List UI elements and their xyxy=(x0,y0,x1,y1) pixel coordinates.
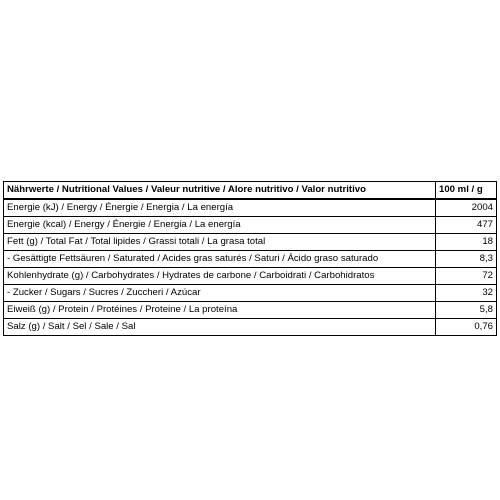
nutrition-table-container xyxy=(3,181,496,336)
nutrient-name: Fett (g) / Total Fat / Total lipides / Grassi totali / La grasa total xyxy=(4,234,436,251)
table-row xyxy=(4,285,497,302)
table-row xyxy=(4,268,497,285)
table-header-row xyxy=(4,182,497,200)
column-header-nutrient: Nährwerte / Nutritional Values / Valeur nutritive / Alore nutritivo / Valor nutritivo xyxy=(4,182,436,200)
nutrient-name: Eiweiß (g) / Protein / Protéines / Proteine / La proteína xyxy=(4,302,436,319)
table-row xyxy=(4,302,497,319)
nutrient-value: 32 xyxy=(436,285,497,302)
column-header-amount: 100 ml / g xyxy=(436,182,497,200)
table-row xyxy=(4,319,497,336)
nutrient-value: 72 xyxy=(436,268,497,285)
table-row xyxy=(4,199,497,217)
nutrient-value: 5,8 xyxy=(436,302,497,319)
nutrition-table xyxy=(3,181,497,336)
nutrient-value: 18 xyxy=(436,234,497,251)
nutrient-name: - Gesättigte Fettsäuren / Saturated / Acides gras saturés / Saturi / Ácido graso saturado xyxy=(4,251,436,268)
table-row xyxy=(4,234,497,251)
nutrient-value: 477 xyxy=(436,217,497,234)
nutrient-value: 2004 xyxy=(436,199,497,217)
nutrient-value: 0,76 xyxy=(436,319,497,336)
nutrient-value: 8,3 xyxy=(436,251,497,268)
nutrient-name: Kohlenhydrate (g) / Carbohydrates / Hydrates de carbone / Carboidrati / Carbohidratos xyxy=(4,268,436,285)
table-row xyxy=(4,217,497,234)
nutrient-name: Energie (kcal) / Energy / Énergie / Energia / La energía xyxy=(4,217,436,234)
nutrient-name: Salz (g) / Salt / Sel / Sale / Sal xyxy=(4,319,436,336)
table-row xyxy=(4,251,497,268)
nutrient-name: - Zucker / Sugars / Sucres / Zuccheri / Azúcar xyxy=(4,285,436,302)
nutrient-name: Energie (kJ) / Energy / Énergie / Energia / La energía xyxy=(4,199,436,217)
